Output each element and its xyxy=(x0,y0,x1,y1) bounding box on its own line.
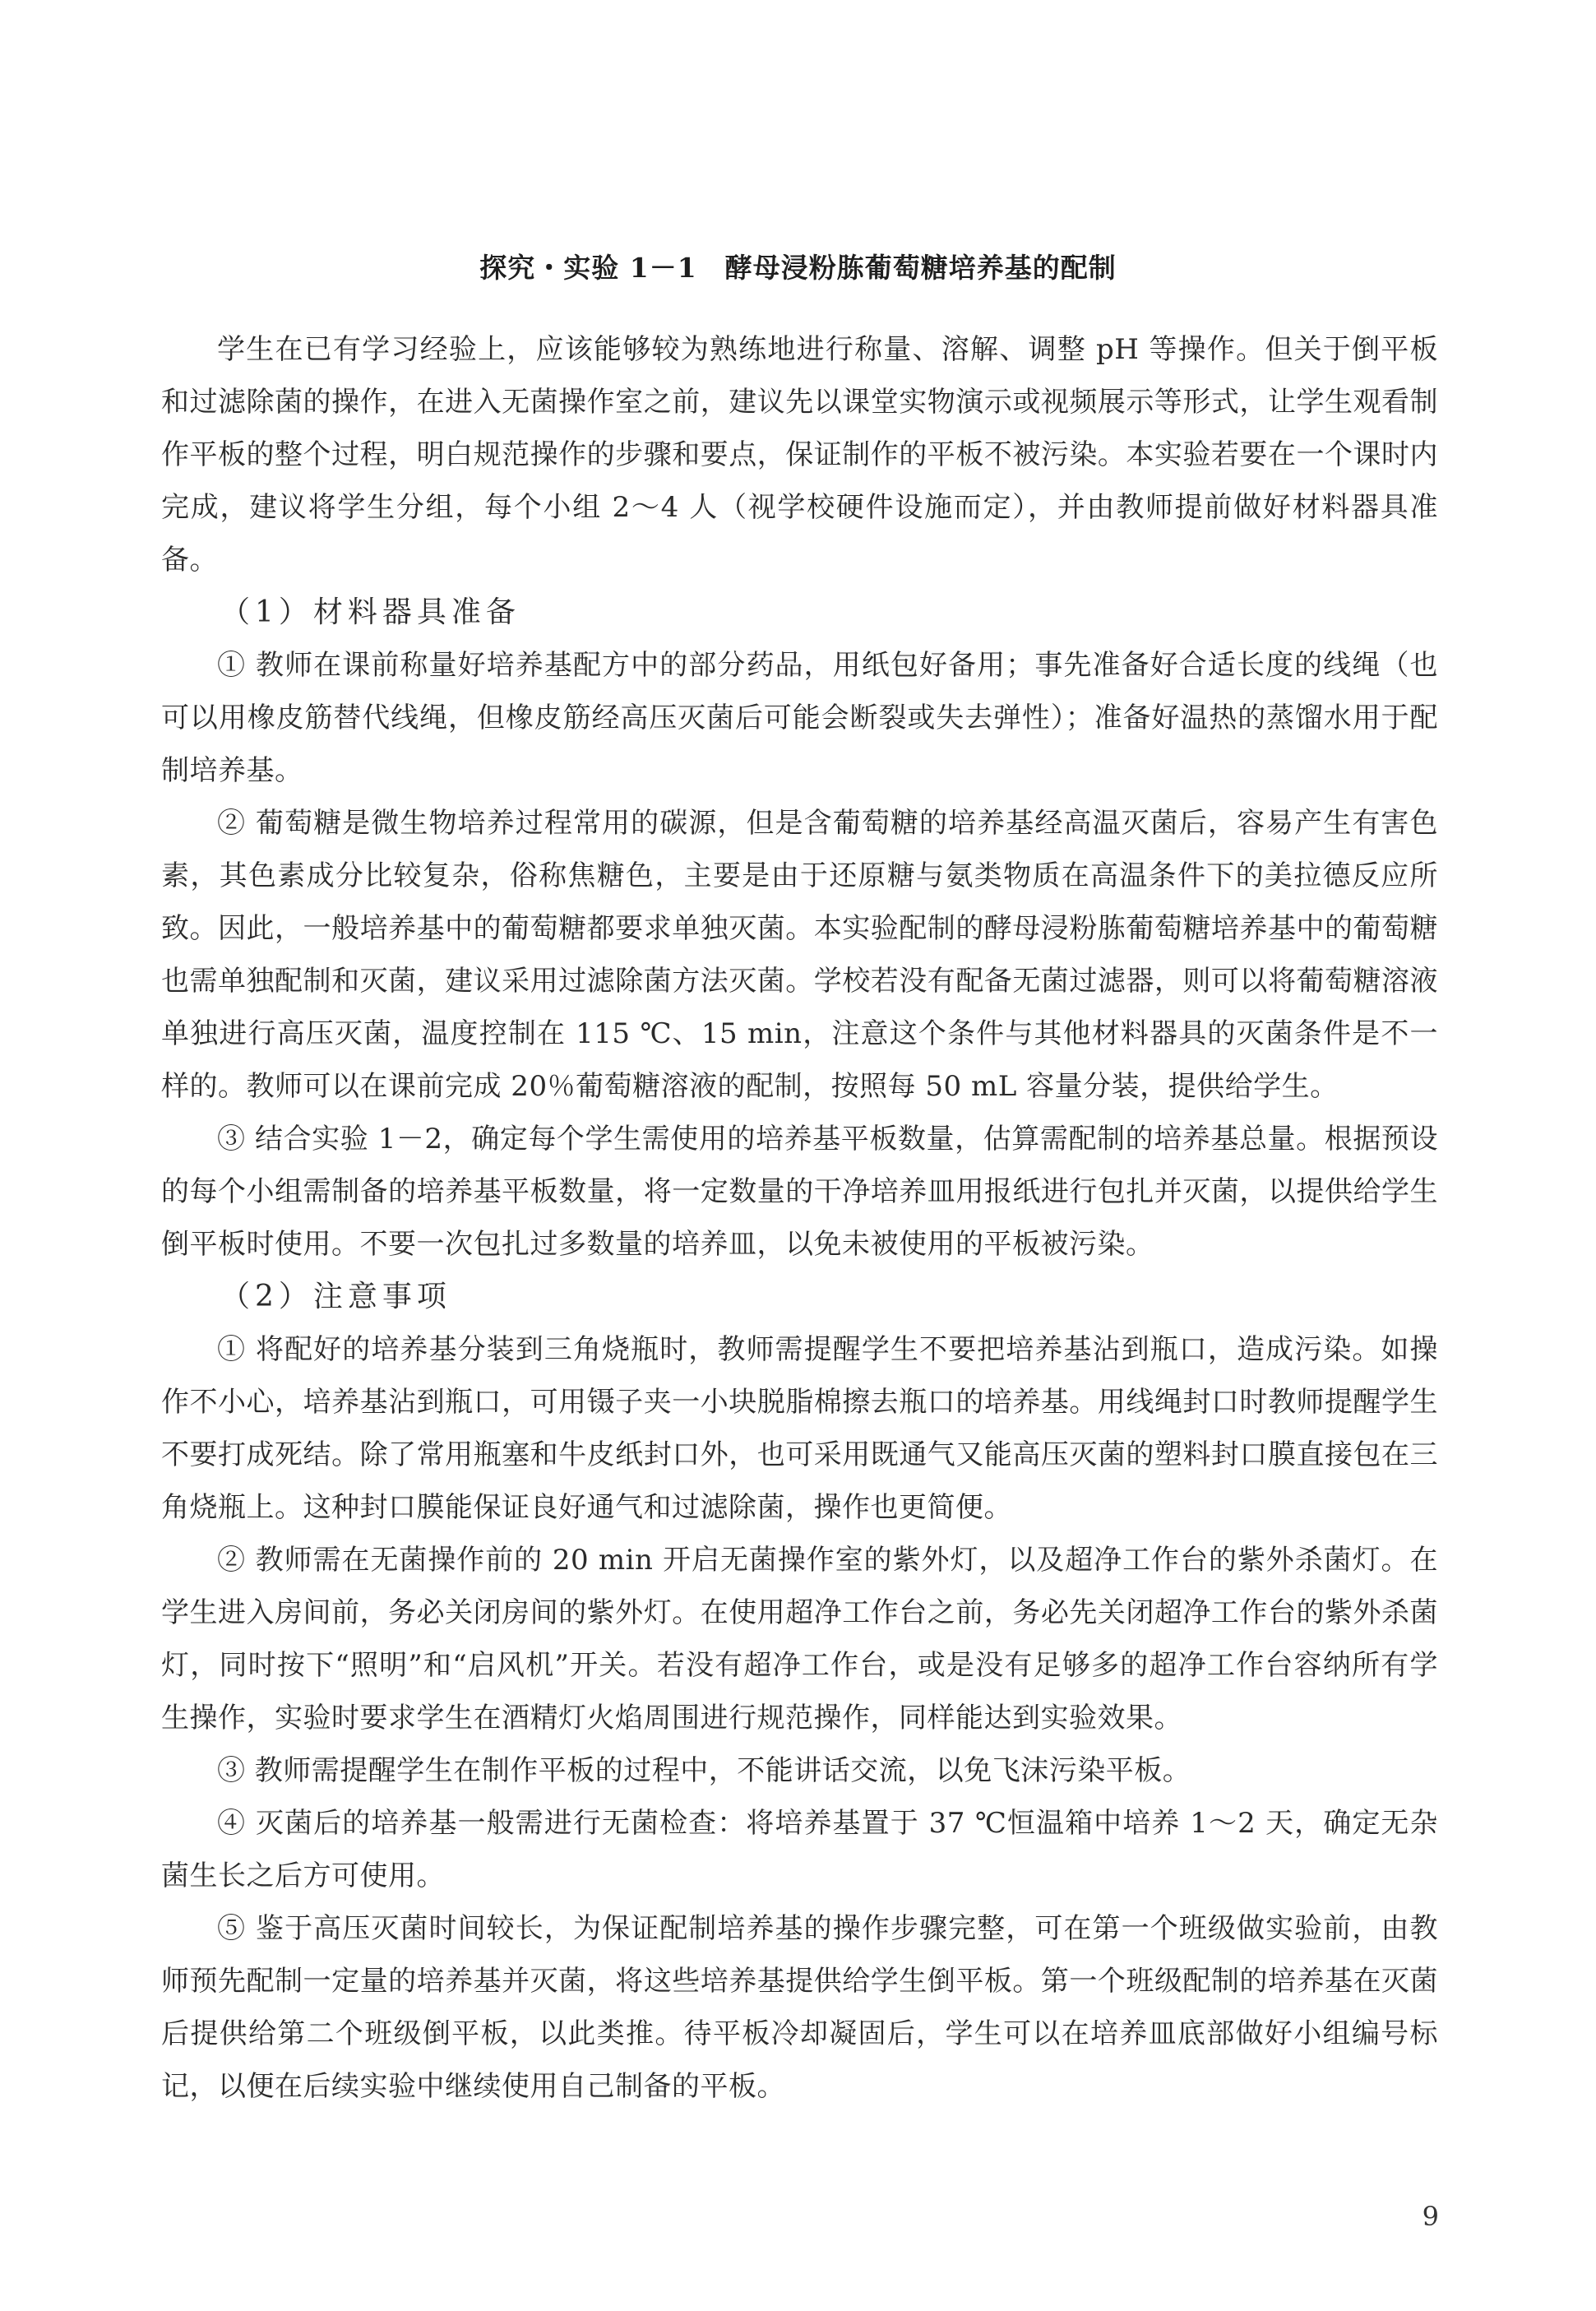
materials-item-2: ② 葡萄糖是微生物培养过程常用的碳源，但是含葡萄糖的培养基经高温灭菌后，容易产生有害色素，其色素成分比较复杂，俗称焦糖色，主要是由于还原糖与氨类物质在高温条件下的美拉德反应所致。因此，一般培养基中的葡萄糖都要求单独灭菌。本实验配制的酵母浸粉胨葡萄糖培养基中的葡萄糖也需单独配制和灭菌，建议采用过滤除菌方法灭菌。学校若没有配备无菌过滤器，则可以将葡萄糖溶液单独进行高压灭菌，温度控制在 115 ℃、15 min，注意这个条件与其他材料器具的灭菌条件是不一样的。教师可以在课前完成 20％葡萄糖溶液的配制，按照每 50 mL 容量分装，提供给学生。 xyxy=(161,807,1438,1103)
page-title: 探究・实验 1－1 酵母浸粉胨葡萄糖培养基的配制 xyxy=(479,252,1117,284)
notes-item-3: ③ 教师需提醒学生在制作平板的过程中，不能讲话交流，以免飞沫污染平板。 xyxy=(217,1754,1191,1787)
body-content xyxy=(161,323,1438,2113)
intro-paragraph: 学生在已有学习经验上，应该能够较为熟练地进行称量、溶解、调整 pH 等操作。但关于倒平板和过滤除菌的操作，在进入无菌操作室之前，建议先以课堂实物演示或视频展示等形式，让学生观看制作平板的整个过程，明白规范操作的步骤和要点，保证制作的平板不被污染。本实验若要在一个课时内完成，建议将学生分组，每个小组 2～4 人（视学校硬件设施而定），并由教师提前做好材料器具准备。 xyxy=(161,333,1438,577)
section-heading-materials: （1）材料器具准备 xyxy=(220,595,520,629)
notes-item-4: ④ 灭菌后的培养基一般需进行无菌检查：将培养基置于 37 ℃恒温箱中培养 1～2 天，确定无杂菌生长之后方可使用。 xyxy=(161,1807,1438,1892)
materials-item-3: ③ 结合实验 1－2，确定每个学生需使用的培养基平板数量，估算需配制的培养基总量。根据预设的每个小组需制备的培养基平板数量，将一定数量的干净培养皿用报纸进行包扎并灭菌，以提供给学生倒平板时使用。不要一次包扎过多数量的培养皿，以免未被使用的平板被污染。 xyxy=(161,1123,1438,1261)
section-heading-notes: （2）注意事项 xyxy=(220,1280,451,1313)
notes-item-1: ① 将配好的培养基分装到三角烧瓶时，教师需提醒学生不要把培养基沾到瓶口，造成污染。如操作不小心，培养基沾到瓶口，可用镊子夹一小块脱脂棉擦去瓶口的培养基。用线绳封口时教师提醒学生不要打成死结。除了常用瓶塞和牛皮纸封口外，也可采用既通气又能高压灭菌的塑料封口膜直接包在三角烧瓶上。这种封口膜能保证良好通气和过滤除菌，操作也更简便。 xyxy=(161,1333,1438,1524)
materials-item-1: ① 教师在课前称量好培养基配方中的部分药品，用纸包好备用；事先准备好合适长度的线绳（也可以用橡皮筋替代线绳，但橡皮筋经高压灭菌后可能会断裂或失去弹性）；准备好温热的蒸馏水用于配制培养基。 xyxy=(161,649,1438,787)
page-number: 9 xyxy=(1422,2201,1439,2232)
notes-item-2: ② 教师需在无菌操作前的 20 min 开启无菌操作室的紫外灯，以及超净工作台的紫外杀菌灯。在学生进入房间前，务必关闭房间的紫外灯。在使用超净工作台之前，务必先关闭超净工作台的紫外杀菌灯，同时按下“照明”和“启风机”开关。若没有超净工作台，或是没有足够多的超净工作台容纳所有学生操作，实验时要求学生在酒精灯火焰周围进行规范操作，同样能达到实验效果。 xyxy=(161,1544,1438,1734)
notes-item-5: ⑤ 鉴于高压灭菌时间较长，为保证配制培养基的操作步骤完整，可在第一个班级做实验前，由教师预先配制一定量的培养基并灭菌，将这些培养基提供给学生倒平板。第一个班级配制的培养基在灭菌后提供给第二个班级倒平板，以此类推。待平板冷却凝固后，学生可以在培养皿底部做好小组编号标记，以便在后续实验中继续使用自己制备的平板。 xyxy=(161,1912,1438,2103)
